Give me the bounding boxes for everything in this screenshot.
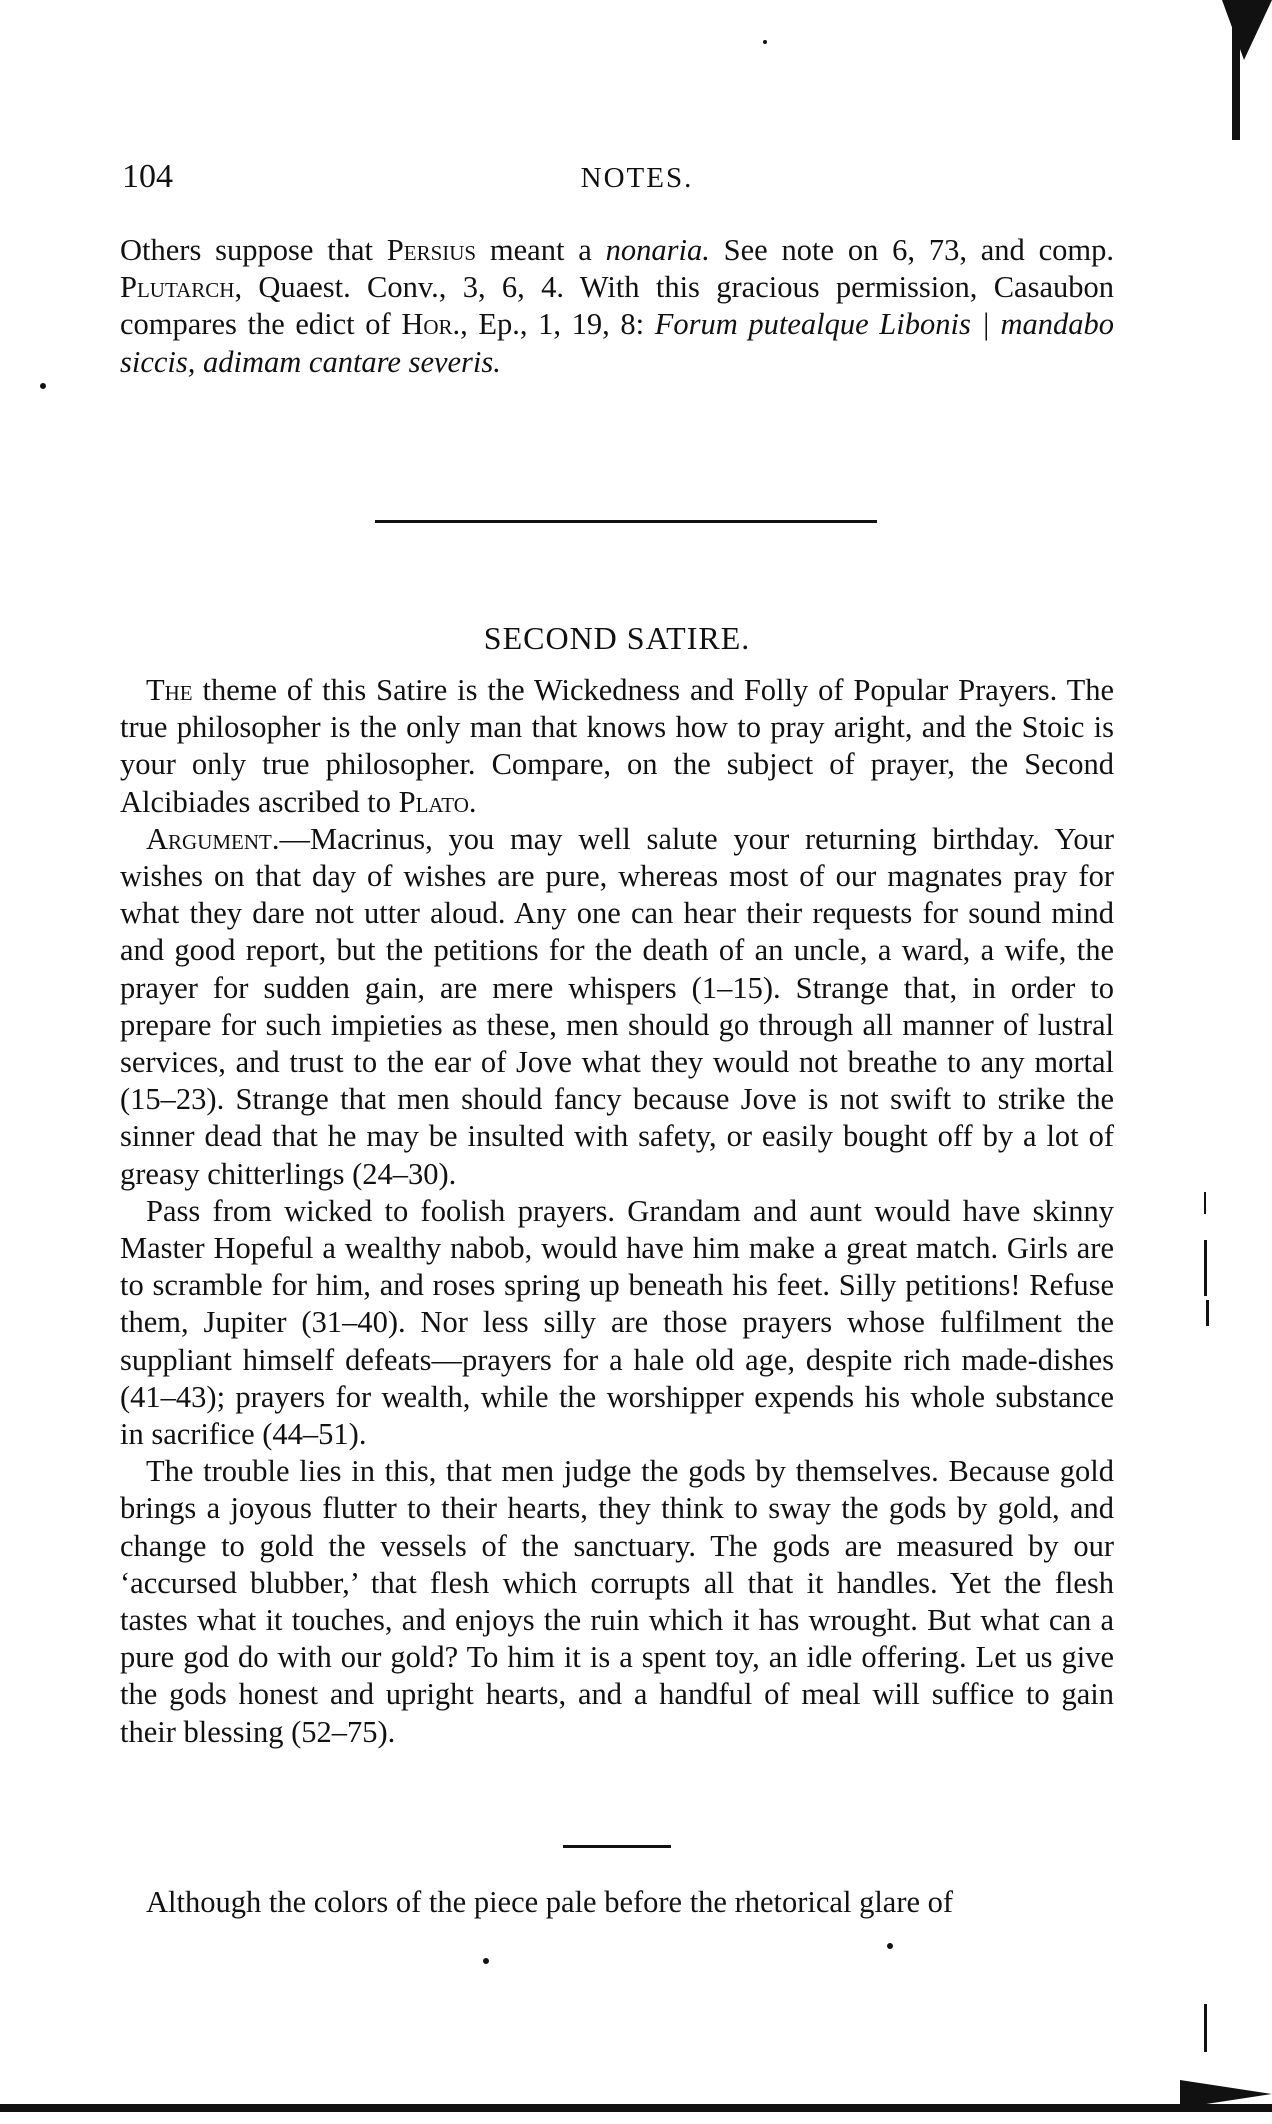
scan-speck xyxy=(763,40,767,44)
running-title: NOTES. xyxy=(580,162,694,194)
closing-line: Although the colors of the piece pale before the rhetorical glare of xyxy=(146,1885,954,1919)
foolish-prayers-paragraph: Pass from wicked to foolish prayers. Grandam and aunt would have skinny Master Hopeful a wealthy nabob, would have him make a great match. Girls are to scramble for him, and roses spring up beneath his feet. Silly petitions! Refuse them, Jupiter (31–40). Nor less silly are those prayers whose fulfilment the suppliant himself defeats—prayers for a hale old age, despite rich made-dishes (41–43); prayers for wealth, while the worshipper expends his whole substance in sacrifice (44–51). xyxy=(120,1193,1114,1452)
intro-paragraph: The theme of this Satire is the Wickedness and Folly of Popular Prayers. The true philosopher is the only man that knows how to pray aright, and the Stoic is your only true philosopher. Compare, on the subject of prayer, the Second Alcibiades ascribed to Plato. xyxy=(120,673,1114,819)
scan-edge-tick xyxy=(1204,1192,1206,1214)
satire-body xyxy=(120,672,1114,1751)
section-divider-rule xyxy=(375,520,877,523)
continued-note-paragraph: Others suppose that Persius meant a nonaria. See note on 6, 73, and comp. Plutarch, Quaest. Conv., 3, 6, 4. With this gracious permission, Casaubon compares the edict of Hor., Ep., 1, 19, 8: Forum putealque Libonis | mandabo siccis, adimam cantare severis. xyxy=(120,233,1115,379)
scan-speck xyxy=(483,1958,489,1964)
scan-corner-mark xyxy=(1222,0,1272,60)
section-title: SECOND SATIRE. xyxy=(483,620,751,656)
scan-edge-tick xyxy=(1204,2004,1207,2052)
trouble-paragraph: The trouble lies in this, that men judge the gods by themselves. Because gold brings a joyous flutter to their hearts, they think to sway the gods by gold, and change to gold the vessels of the sanctuary. The gods are measured by our ‘accursed blubber,’ that flesh which corrupts all that it handles. Yet the flesh tastes what it touches, and enjoys the ruin which it has wrought. But what can a pure god do with our gold? To him it is a spent toy, an idle offering. Let us give the gods honest and upright hearts, and a handful of meal will suffice to gain their blessing (52–75). xyxy=(120,1454,1114,1749)
scan-speck xyxy=(40,383,46,389)
page-header xyxy=(122,158,1112,202)
page-number: 104 xyxy=(122,158,173,195)
scan-speck xyxy=(887,1943,893,1949)
argument-paragraph: Argument.—Macrinus, you may well salute your returning birthday. Your wishes on that day of wishes are pure, whereas most of our magnates pray for what they dare not utter aloud. Any one can hear their requests for sound mind and good report, but the petitions for the death of an uncle, a ward, a wife, the prayer for sudden gain, are mere whispers (1–15). Strange that, in order to prepare for such impieties as these, men should go through all manner of lustral services, and trust to the ear of Jove what they would not breathe to any mortal (15–23). Strange that men should fancy because Jove is not swift to strike the sinner dead that he may be insulted with safety, or easily bought off by a lot of greasy chitterlings (24–30). xyxy=(120,821,1114,1191)
scan-edge-tick xyxy=(1206,1300,1209,1326)
scan-edge-tick xyxy=(1204,1240,1207,1296)
scan-bottom-edge xyxy=(0,2104,1272,2112)
short-divider-rule xyxy=(563,1845,671,1848)
